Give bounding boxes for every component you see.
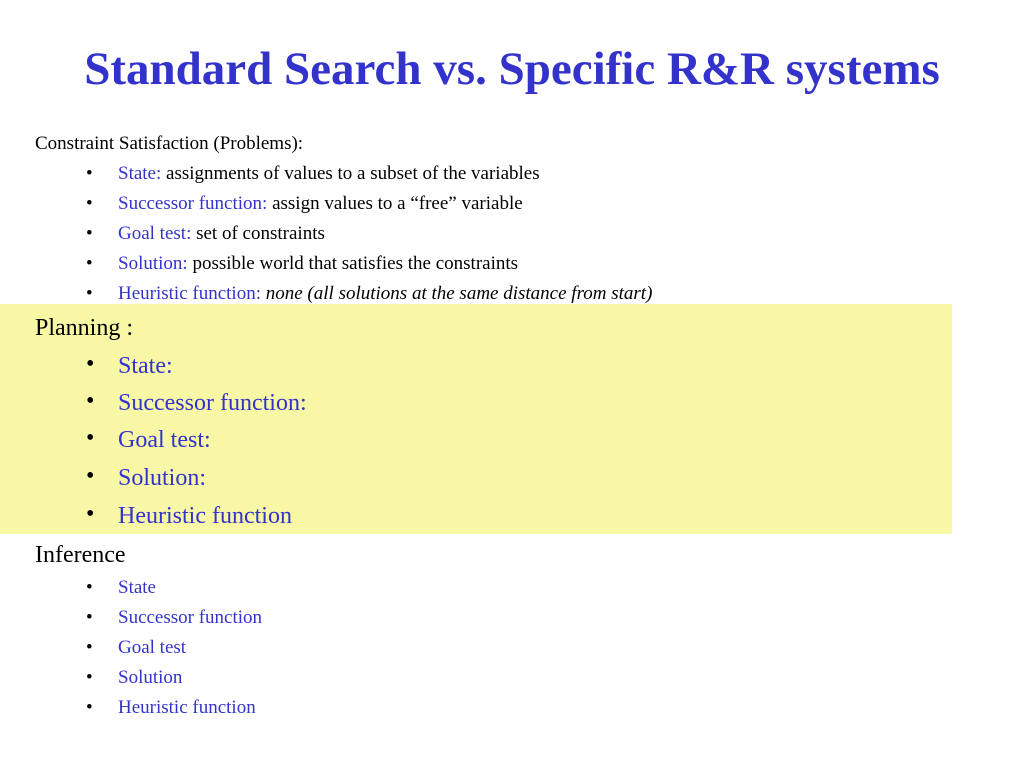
item-term: Solution: [118, 253, 188, 274]
item-description: none (all solutions at the same distance from start) [265, 283, 653, 304]
bullet-icon: • [86, 425, 95, 451]
bullet-icon: • [86, 501, 95, 527]
item-term: Successor function [118, 607, 263, 628]
item-term: Goal test [118, 637, 187, 658]
bullet-icon: • [86, 463, 95, 489]
bullet-icon: • [86, 351, 95, 377]
item-term: Solution [118, 667, 183, 688]
bullet-icon: • [86, 388, 95, 414]
item-term: Heuristic function [118, 697, 256, 718]
item-description: assignments of values to a subset of the variables [166, 163, 540, 184]
item-term: State: [118, 163, 162, 184]
bullet-icon: • [86, 577, 93, 598]
planning-heading: Planning : [35, 315, 134, 341]
bullet-icon: • [86, 223, 93, 244]
bullet-icon: • [86, 193, 93, 214]
planning-highlight-box [0, 304, 952, 534]
bullet-icon: • [86, 253, 93, 274]
item-description: assign values to a “free” variable [272, 193, 523, 214]
item-term: State: [118, 353, 173, 379]
item-description: set of constraints [196, 223, 325, 244]
bullet-icon: • [86, 163, 93, 184]
bullet-icon: • [86, 607, 93, 628]
bullet-icon: • [86, 637, 93, 658]
bullet-icon: • [86, 697, 93, 718]
item-term: Solution: [118, 465, 207, 491]
item-description: possible world that satisfies the constraints [192, 253, 519, 274]
item-term: Heuristic function: [118, 283, 261, 304]
item-term: Goal test: [118, 427, 211, 453]
slide-title: Standard Search vs. Specific R&R systems [84, 43, 940, 95]
item-term: Successor function: [118, 193, 268, 214]
bullet-icon: • [86, 283, 93, 304]
bullet-icon: • [86, 667, 93, 688]
inference-heading: Inference [35, 542, 126, 568]
item-term: State [118, 577, 156, 598]
csp-heading: Constraint Satisfaction (Problems): [35, 133, 304, 154]
item-term: Successor function: [118, 390, 307, 416]
item-term: Heuristic function [118, 503, 292, 529]
item-term: Goal test: [118, 223, 192, 244]
